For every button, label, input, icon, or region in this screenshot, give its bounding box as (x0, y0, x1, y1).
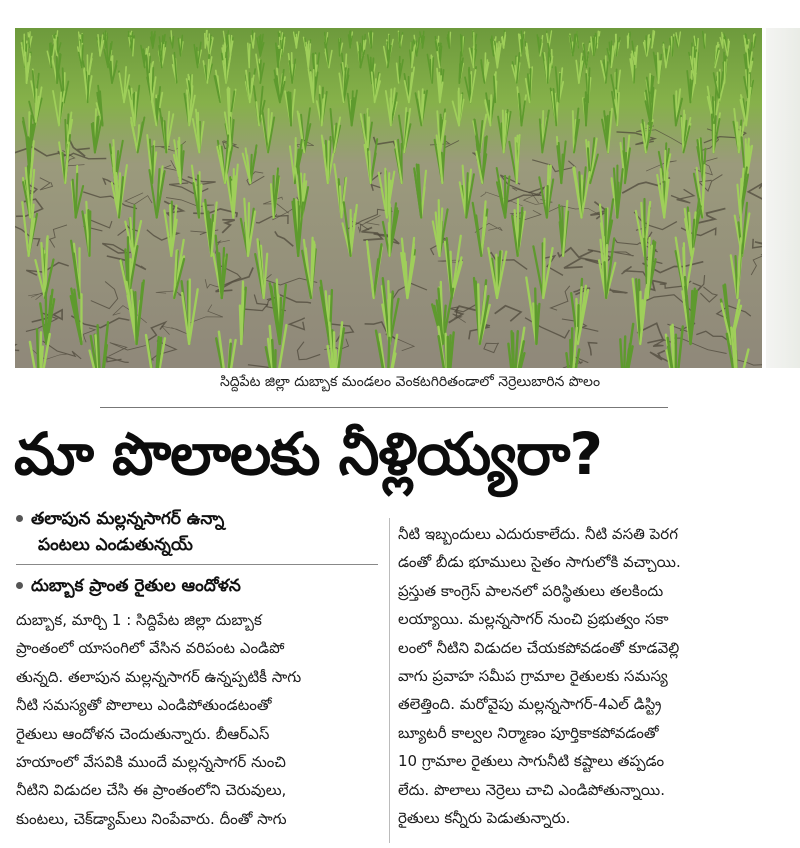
caption-divider (100, 407, 668, 408)
paddy-field-image (15, 28, 762, 368)
photo-edge-strip (766, 28, 800, 368)
photo-caption: సిద్దిపేట జిల్లా దుబ్బాక మండలం వెంకటగిరితండాలో నెర్రెలుబారిన పొలం (219, 374, 601, 390)
body-line: లయ్యాయి. మల్లన్నసాగర్ నుంచి ప్రభుత్వం సకా (398, 610, 669, 629)
body-line: నీటి ఇబ్బందులు ఎదురుకాలేదు. నీటి వసతి పెరగ (398, 525, 678, 543)
body-line: నీటి సమస్యతో పొలాలు ఎండిపోతుండటంతో (16, 696, 272, 715)
bullet-1-cont (16, 532, 378, 558)
article-body-left-column (16, 606, 378, 833)
bullet-1-line-1: తలాపున మల్లన్నసాగర్ ఉన్నా (31, 509, 225, 529)
bullet-1 (16, 506, 378, 532)
news-photo (15, 28, 762, 368)
body-line: దుబ్బాక, మార్చి 1 : సిద్దిపేట జిల్లా దుబ్బాక (16, 611, 262, 629)
body-line: రైతులు ఆందోళన చెందుతున్నారు. బీఆర్ఎస్ (16, 724, 270, 743)
body-line: లంలో నీటిని విడుదల చేయకపోవడంతో కూడవెల్లి (398, 638, 680, 657)
body-line: వాగు ప్రవాహ సమీప గ్రామాల రైతులకు సమస్య (398, 666, 668, 685)
body-line: ప్రస్తుత కాంగ్రెస్ పాలనలో పరిస్థితులు తలకిందు (398, 581, 664, 600)
body-line: డంతో బీడు భూములు సైతం సాగులోకి వచ్చాయి. (398, 553, 681, 572)
body-line: రైతులు కన్నీరు పెడుతున్నారు. (398, 808, 571, 827)
bullet-2 (16, 573, 378, 599)
bullet-dot-icon (16, 582, 23, 589)
body-line: 10 గ్రామాల రైతులు సాగునీటి కష్టాలు తప్పడం (398, 752, 665, 771)
bullet-dot-icon (16, 515, 23, 522)
body-line: కుంటలు, చెక్‌డ్యామ్‌లు నింపేవారు. దీంతో సాగు (16, 809, 287, 828)
body-line: హయాంలో వేసవికి ముందే మల్లన్నసాగర్ నుంచి (16, 752, 286, 771)
headline: మా పొలాలకు నీళ్లియ్యరా? (14, 420, 602, 488)
bullet-2-line-1: దుబ్బాక ప్రాంత రైతుల ఆందోళన (31, 576, 241, 596)
body-line: తలెత్తింది. మరోవైపు మల్లన్నసాగర్-4ఎల్ డిస్ట్రి (398, 695, 662, 714)
bullet-divider (16, 564, 378, 565)
body-line: తున్నది. తలాపున మల్లన్నసాగర్ ఉన్నప్పటికీ సాగు (16, 667, 302, 686)
column-divider (389, 518, 390, 843)
body-line: బ్యూటరీ కాల్వల నిర్మాణం పూర్తికాకపోవడంతో (398, 723, 659, 742)
subheadline-bullets (16, 506, 378, 599)
bullet-1-line-2: పంటలు ఎండుతున్నయ్ (38, 535, 193, 555)
article-body-right-column (398, 520, 764, 832)
body-line: నీటిని విడుదల చేసి ఈ ప్రాంతంలోని చెరువులు, (16, 781, 287, 800)
body-line: ప్రాంతంలో యాసంగిలో వేసిన వరిపంట ఎండిపో (16, 639, 285, 658)
body-line: లేదు. పొలాలు నెర్రెలు చాచి ఎండిపోతున్నాయి. (398, 780, 665, 799)
